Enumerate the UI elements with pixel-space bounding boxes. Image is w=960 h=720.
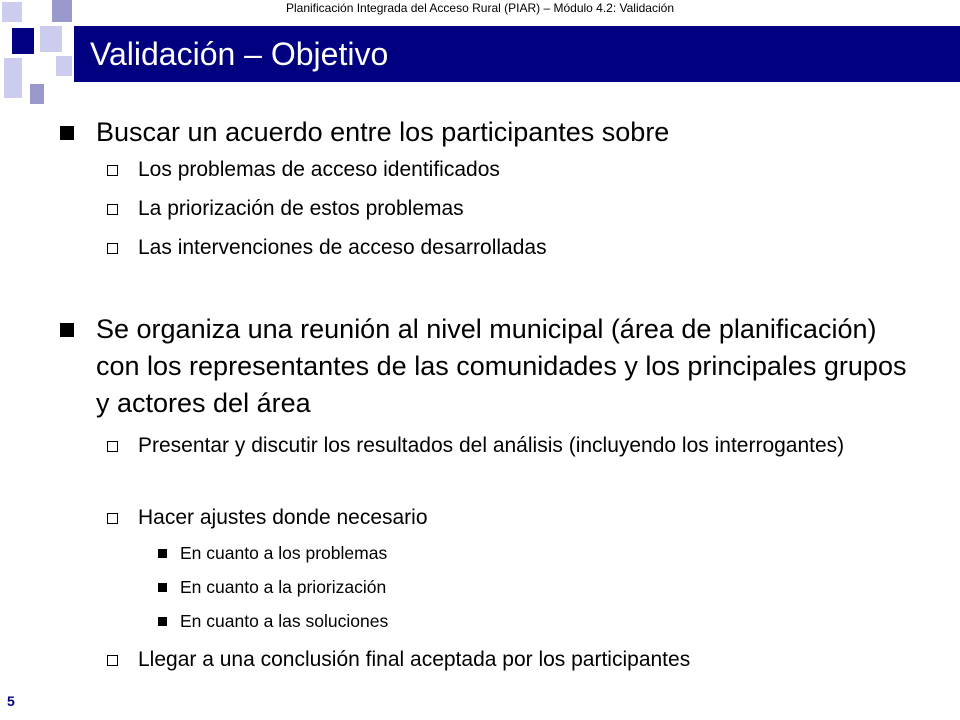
bullet-text: Buscar un acuerdo entre los participantes sobre (96, 117, 670, 147)
sub-bullet-text: Presentar y discutir los resultados del análisis (incluyendo los interrogantes) (138, 434, 845, 457)
hollow-square-bullet-icon (107, 204, 118, 215)
sub-sub-bullet-item (180, 574, 900, 600)
bullet-item (96, 114, 910, 151)
square-bullet-icon (158, 583, 167, 592)
bullet-item (96, 311, 910, 422)
slide-title: Validación – Objetivo (90, 36, 389, 72)
sub-sub-bullet-text: En cuanto a la priorización (180, 577, 387, 597)
sub-bullet-text: La priorización de estos problemas (138, 197, 464, 220)
sub-bullet-item (138, 645, 900, 675)
sub-bullet-text: Las intervenciones de acceso desarrolladas (138, 236, 547, 259)
sub-bullet-text: Los problemas de acceso identificados (138, 158, 500, 181)
hollow-square-bullet-icon (107, 655, 118, 666)
sub-bullet-item (138, 155, 900, 185)
sub-bullet-item (138, 194, 900, 224)
sub-bullet-text: Llegar a una conclusión final aceptada por los participantes (138, 648, 691, 671)
square-bullet-icon (60, 126, 74, 140)
hollow-square-bullet-icon (107, 165, 118, 176)
sub-bullet-text: Hacer ajustes donde necesario (138, 506, 428, 529)
sub-sub-bullet-text: En cuanto a los problemas (180, 543, 388, 563)
page-number: 5 (7, 693, 15, 709)
sub-bullet-item (138, 431, 900, 461)
header-caption: Planificación Integrada del Acceso Rural (PIAR) – Módulo 4.2: Validación (286, 1, 674, 15)
sub-bullet-item (138, 503, 900, 533)
sub-sub-bullet-item (180, 540, 900, 566)
square-bullet-icon (60, 323, 74, 337)
sub-sub-bullet-text: En cuanto a las soluciones (180, 611, 389, 631)
square-bullet-icon (158, 617, 167, 626)
hollow-square-bullet-icon (107, 441, 118, 452)
sub-sub-bullet-item (180, 608, 900, 634)
sub-bullet-item (138, 233, 900, 263)
hollow-square-bullet-icon (107, 243, 118, 254)
square-bullet-icon (158, 549, 167, 558)
hollow-square-bullet-icon (107, 513, 118, 524)
bullet-text: Se organiza una reunión al nivel municipal (área de planificación) con los representantes de las comunidades y los principales grupos y actores del área (96, 314, 907, 418)
